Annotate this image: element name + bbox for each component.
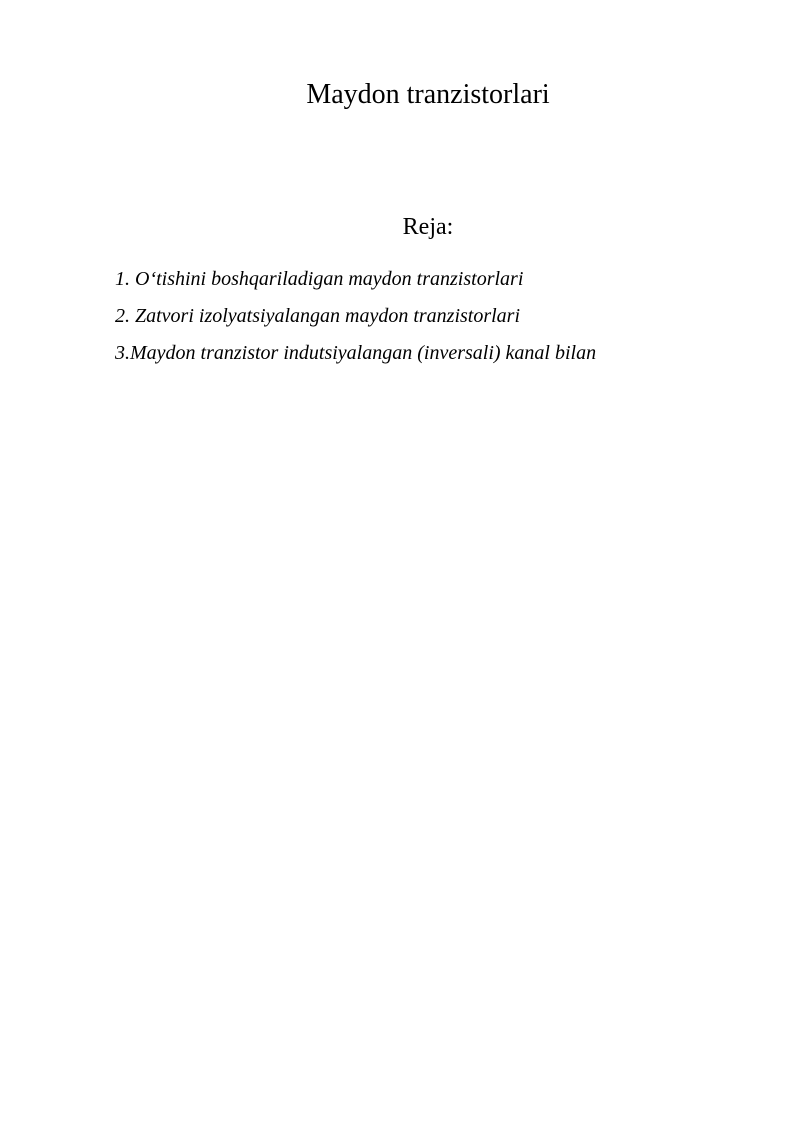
- document-title: Maydon tranzistorlari: [306, 79, 550, 110]
- plan-item: 3.Maydon tranzistor indutsiyalangan (inversali) kanal bilan: [115, 342, 597, 364]
- plan-heading: Reja:: [402, 214, 454, 240]
- plan-item: 2. Zatvori izolyatsiyalangan maydon tranzistorlari: [115, 305, 521, 327]
- plan-list: [115, 266, 596, 377]
- plan-item: 1. O‘tishini boshqariladigan maydon tranzistorlari: [115, 268, 524, 290]
